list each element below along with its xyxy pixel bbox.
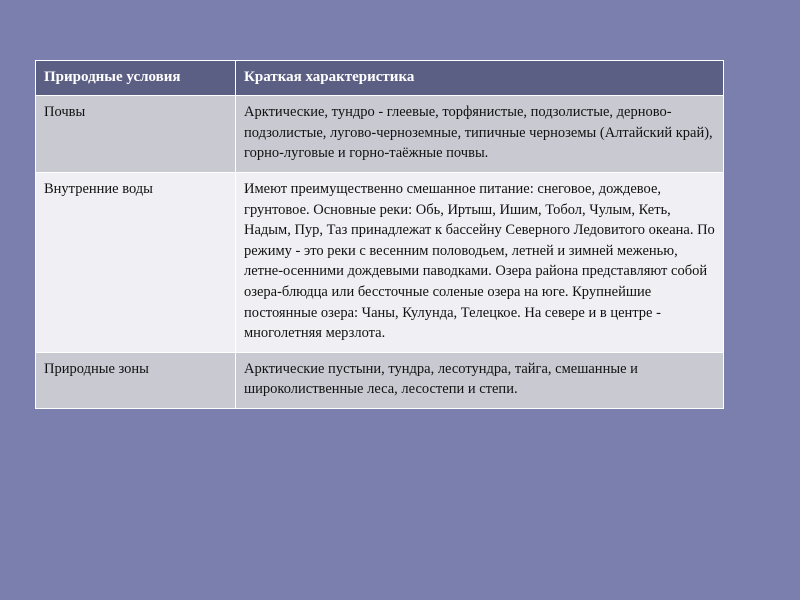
table-header xyxy=(36,61,724,96)
row-text-natural-zones: Арктические пустыни, тундра, лесотундра, тайга, смешанные и широколиственные леса, лесостепи и степи. xyxy=(236,352,724,408)
table-body xyxy=(36,96,724,409)
row-label-natural-zones: Природные зоны xyxy=(36,352,236,408)
table-container xyxy=(35,60,723,409)
table-header-row xyxy=(36,61,724,96)
column-header-conditions: Природные условия xyxy=(36,61,236,96)
natural-conditions-table xyxy=(35,60,724,409)
row-label-inland-waters: Внутренние воды xyxy=(36,173,236,353)
table-row xyxy=(36,173,724,353)
table-row xyxy=(36,96,724,173)
row-text-soils: Арктические, тундро - глеевые, торфянистые, подзолистые, дерново-подзолистые, лугово-черноземные, типичные черноземы (Алтайский край), горно-луговые и горно-таёжные почвы. xyxy=(236,96,724,173)
row-text-inland-waters: Имеют преимущественно смешанное питание: снеговое, дождевое, грунтовое. Основные реки: Обь, Иртыш, Ишим, Тобол, Чулым, Кеть, Надым, Пур, Таз принадлежат к бассейну Северного Ледовитого океана. По режиму - это реки с весенним половодьем, летней и зимней меженью, летне-осенними дождевыми паводками. Озера района представляют собой озера-блюдца или бессточные соленые озера на юге. Крупнейшие постоянные озера: Чаны, Кулунда, Телецкое. На севере и в центре - многолетняя мерзлота. xyxy=(236,173,724,353)
column-header-description: Краткая характеристика xyxy=(236,61,724,96)
row-label-soils: Почвы xyxy=(36,96,236,173)
table-row xyxy=(36,352,724,408)
